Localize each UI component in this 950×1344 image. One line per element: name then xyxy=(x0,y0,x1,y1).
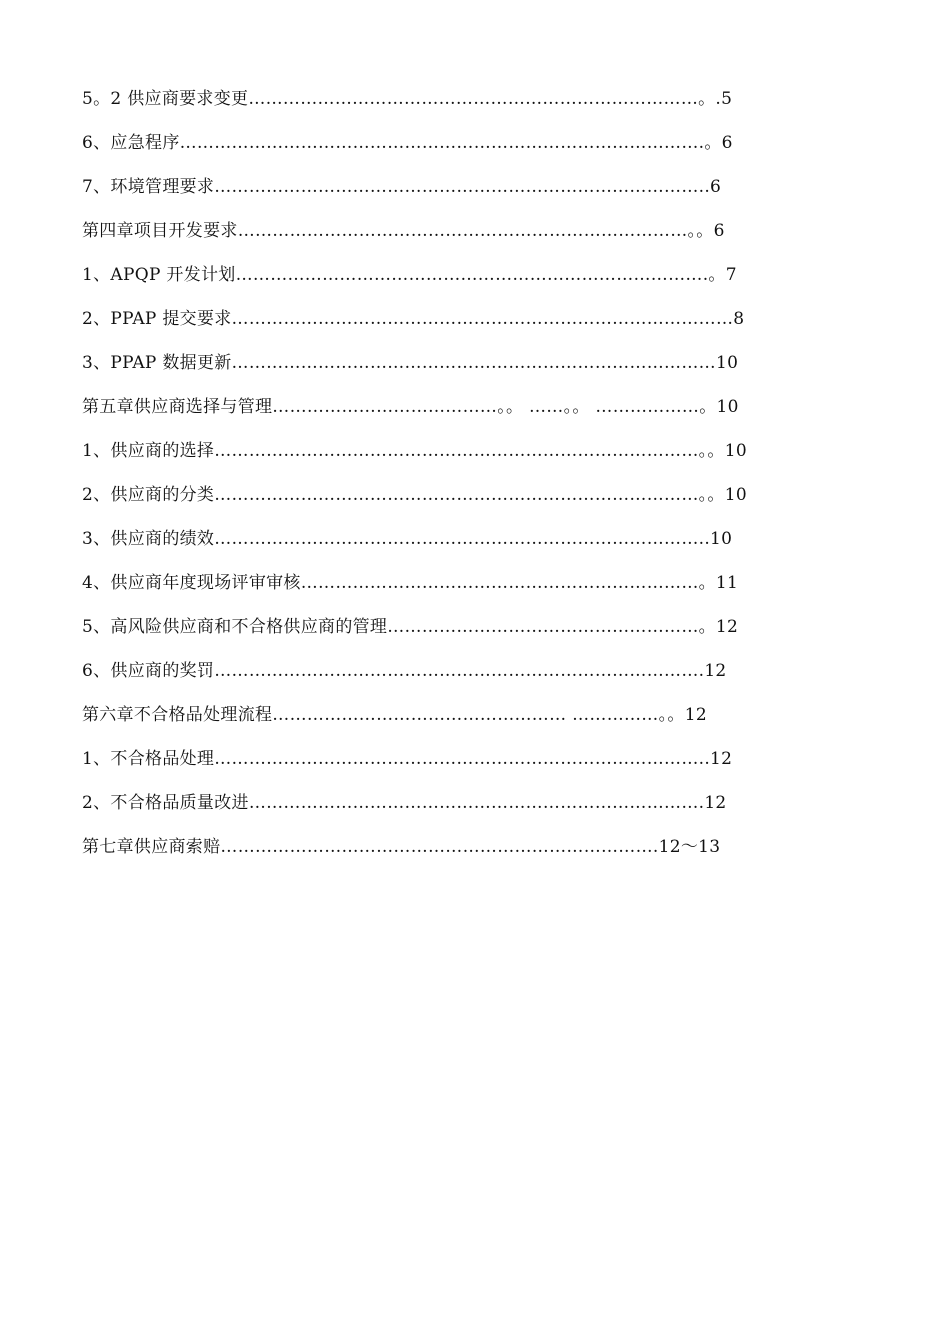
toc-entry: 2、不合格品质量改进…………………………………………………………………….12 xyxy=(82,793,727,813)
toc-entry: 4、供应商年度现场评审审核……………………………………………………………。11 xyxy=(82,573,739,593)
toc-entry: 第六章不合格品处理流程…………………………………………… ……………。。12 xyxy=(82,705,707,725)
toc-entry: 6、应急程序……………………………………………………………………………….。6 xyxy=(82,133,733,153)
toc-entry: 2、PPAP 提交要求……………………………………………………………………………8 xyxy=(82,309,745,329)
toc-entry: 第五章供应商选择与管理…………………………………。。 ……。。 ………………。10 xyxy=(82,397,739,417)
toc-entry: 5、高风险供应商和不合格供应商的管理………………………………………………。12 xyxy=(82,617,739,637)
toc-entry: 第七章供应商索赔………………………………………………………………….12～13 xyxy=(82,837,721,857)
toc-entry: 3、供应商的绩效…………………………………………………………………………..10 xyxy=(82,529,733,549)
toc-entry: 6、供应商的奖罚………………………………………………………………………….12 xyxy=(82,661,727,681)
toc-entry: 第四章项目开发要求……………………………………………………………………。。6 xyxy=(82,221,725,241)
toc-entry: 2、供应商的分类…………………………………………………………………………。。10 xyxy=(82,485,747,505)
toc-entry: 1、不合格品处理…………………………………………………………………………..12 xyxy=(82,749,733,769)
table-of-contents xyxy=(82,86,842,878)
toc-entry: 7、环境管理要求…………………………………………………………………………..6 xyxy=(82,177,722,197)
toc-entry: 5。2 供应商要求变更……………………………………………………………………。.5 xyxy=(82,89,733,109)
toc-entry: 1、APQP 开发计划……………………………………………………………………….。7 xyxy=(82,265,737,285)
toc-entry: 1、供应商的选择…………………………………………………………………………。。10 xyxy=(82,441,747,461)
toc-entry: 3、PPAP 数据更新…………………………………………………………………………10 xyxy=(82,353,739,373)
